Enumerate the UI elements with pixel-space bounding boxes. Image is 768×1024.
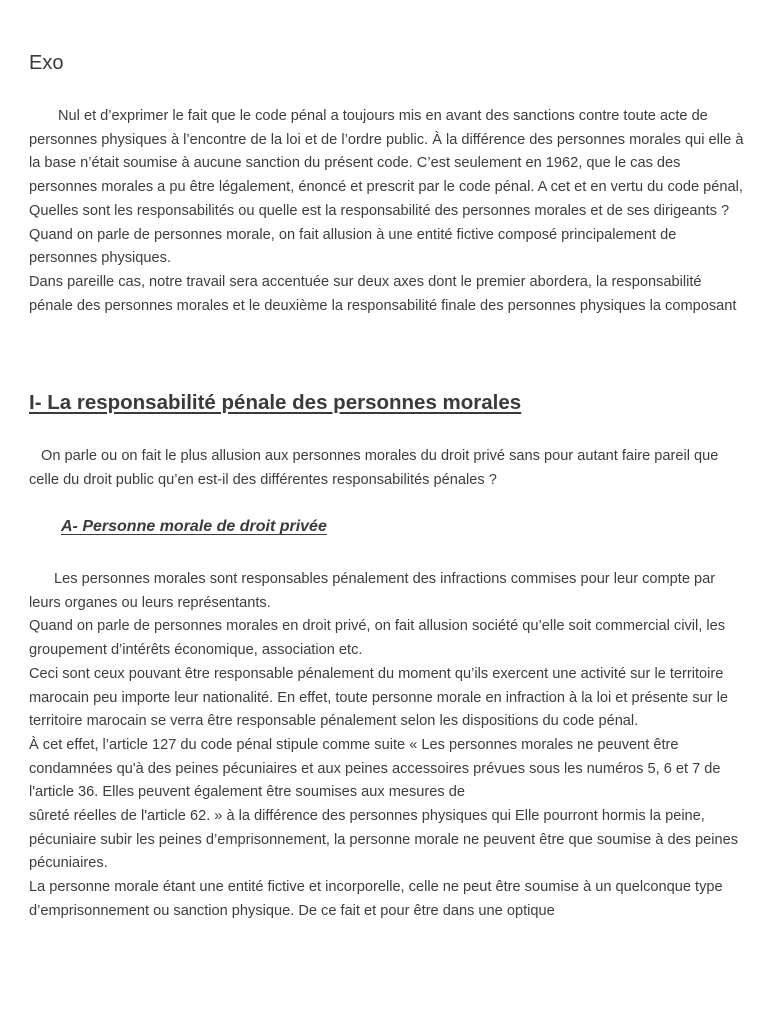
intro-block xyxy=(29,105,745,318)
intro-paragraph: Nul et d’exprimer le fait que le code pénal a toujours mis en avant des sanctions contre toute acte de personnes physiques à l’encontre de la loi et de l’ordre public. À la différence des personnes morales qui elle à la base n’était soumise à aucune sanction du présent code. C’est seulement en 1962, que le cas des personnes morales a pu être légalement, énoncé et prescrit par le code pénal. A cet et en vertu du code pénal, Quelles sont les responsabilités ou quelle est la responsabilité des personnes morales et de ses dirigeants ? xyxy=(29,108,744,219)
body-paragraph: La personne morale étant une entité fictive et incorporelle, celle ne peut être soumise à un quelconque type d’emprisonnement ou sanction physique. De ce fait et pour être dans une optique xyxy=(29,879,723,919)
body-paragraph: Les personnes morales sont responsables pénalement des infractions commises pour leur compte par leurs organes ou leurs représentants. xyxy=(29,571,716,611)
intro-paragraph: Quand on parle de personnes morale, on fait allusion à une entité fictive composé principalement de personnes physiques. xyxy=(29,226,677,267)
subsection-heading-a: A- Personne morale de droit privée xyxy=(61,518,327,535)
body-paragraph: Ceci sont ceux pouvant être responsable pénalement du moment qu’ils exercent une activité sur le territoire marocain peu importe leur nationalité. En effet, toute personne morale en infraction à la loi et présente sur le territoire marocain se verra être responsable pénalement selon les dispositions du code pénal. xyxy=(29,665,729,730)
body-paragraph: sûreté réelles de l'article 62. » à la différence des personnes physiques qui Elle pourront hormis la peine, pécuniaire subir les peines d’emprisonnement, la personne morale ne peuvent être que soumise à des peines pécuniaires. xyxy=(29,808,739,872)
section1-intro-paragraph: On parle ou on fait le plus allusion aux personnes morales du droit privé sans pour autant faire pareil que celle du droit public qu’en est-il des différentes responsabilités pénales ? xyxy=(29,448,719,488)
intro-paragraph: Dans pareille cas, notre travail sera accentuée sur deux axes dont le premier abordera, la responsabilité pénale des personnes morales et le deuxième la responsabilité finale des personnes physiques la composant xyxy=(29,273,737,314)
document-title: Exo xyxy=(29,52,64,74)
section1-intro-block xyxy=(29,445,745,492)
subsection-a-block xyxy=(29,568,745,924)
section-heading-1: I- La responsabilité pénale des personnes morales xyxy=(29,391,522,414)
body-paragraph: Quand on parle de personnes morales en droit privé, on fait allusion société qu’elle soit commercial civil, les groupement d’intérêts économique, association etc. xyxy=(29,618,725,659)
body-paragraph: À cet effet, l’article 127 du code pénal stipule comme suite « Les personnes morales ne peuvent être condamnées qu'à des peines pécuniaires et aux peines accessoires prévues sous les numéros 5, 6 et 7 de l'article 36. Elles peuvent également être soumises aux mesures de xyxy=(29,736,721,801)
